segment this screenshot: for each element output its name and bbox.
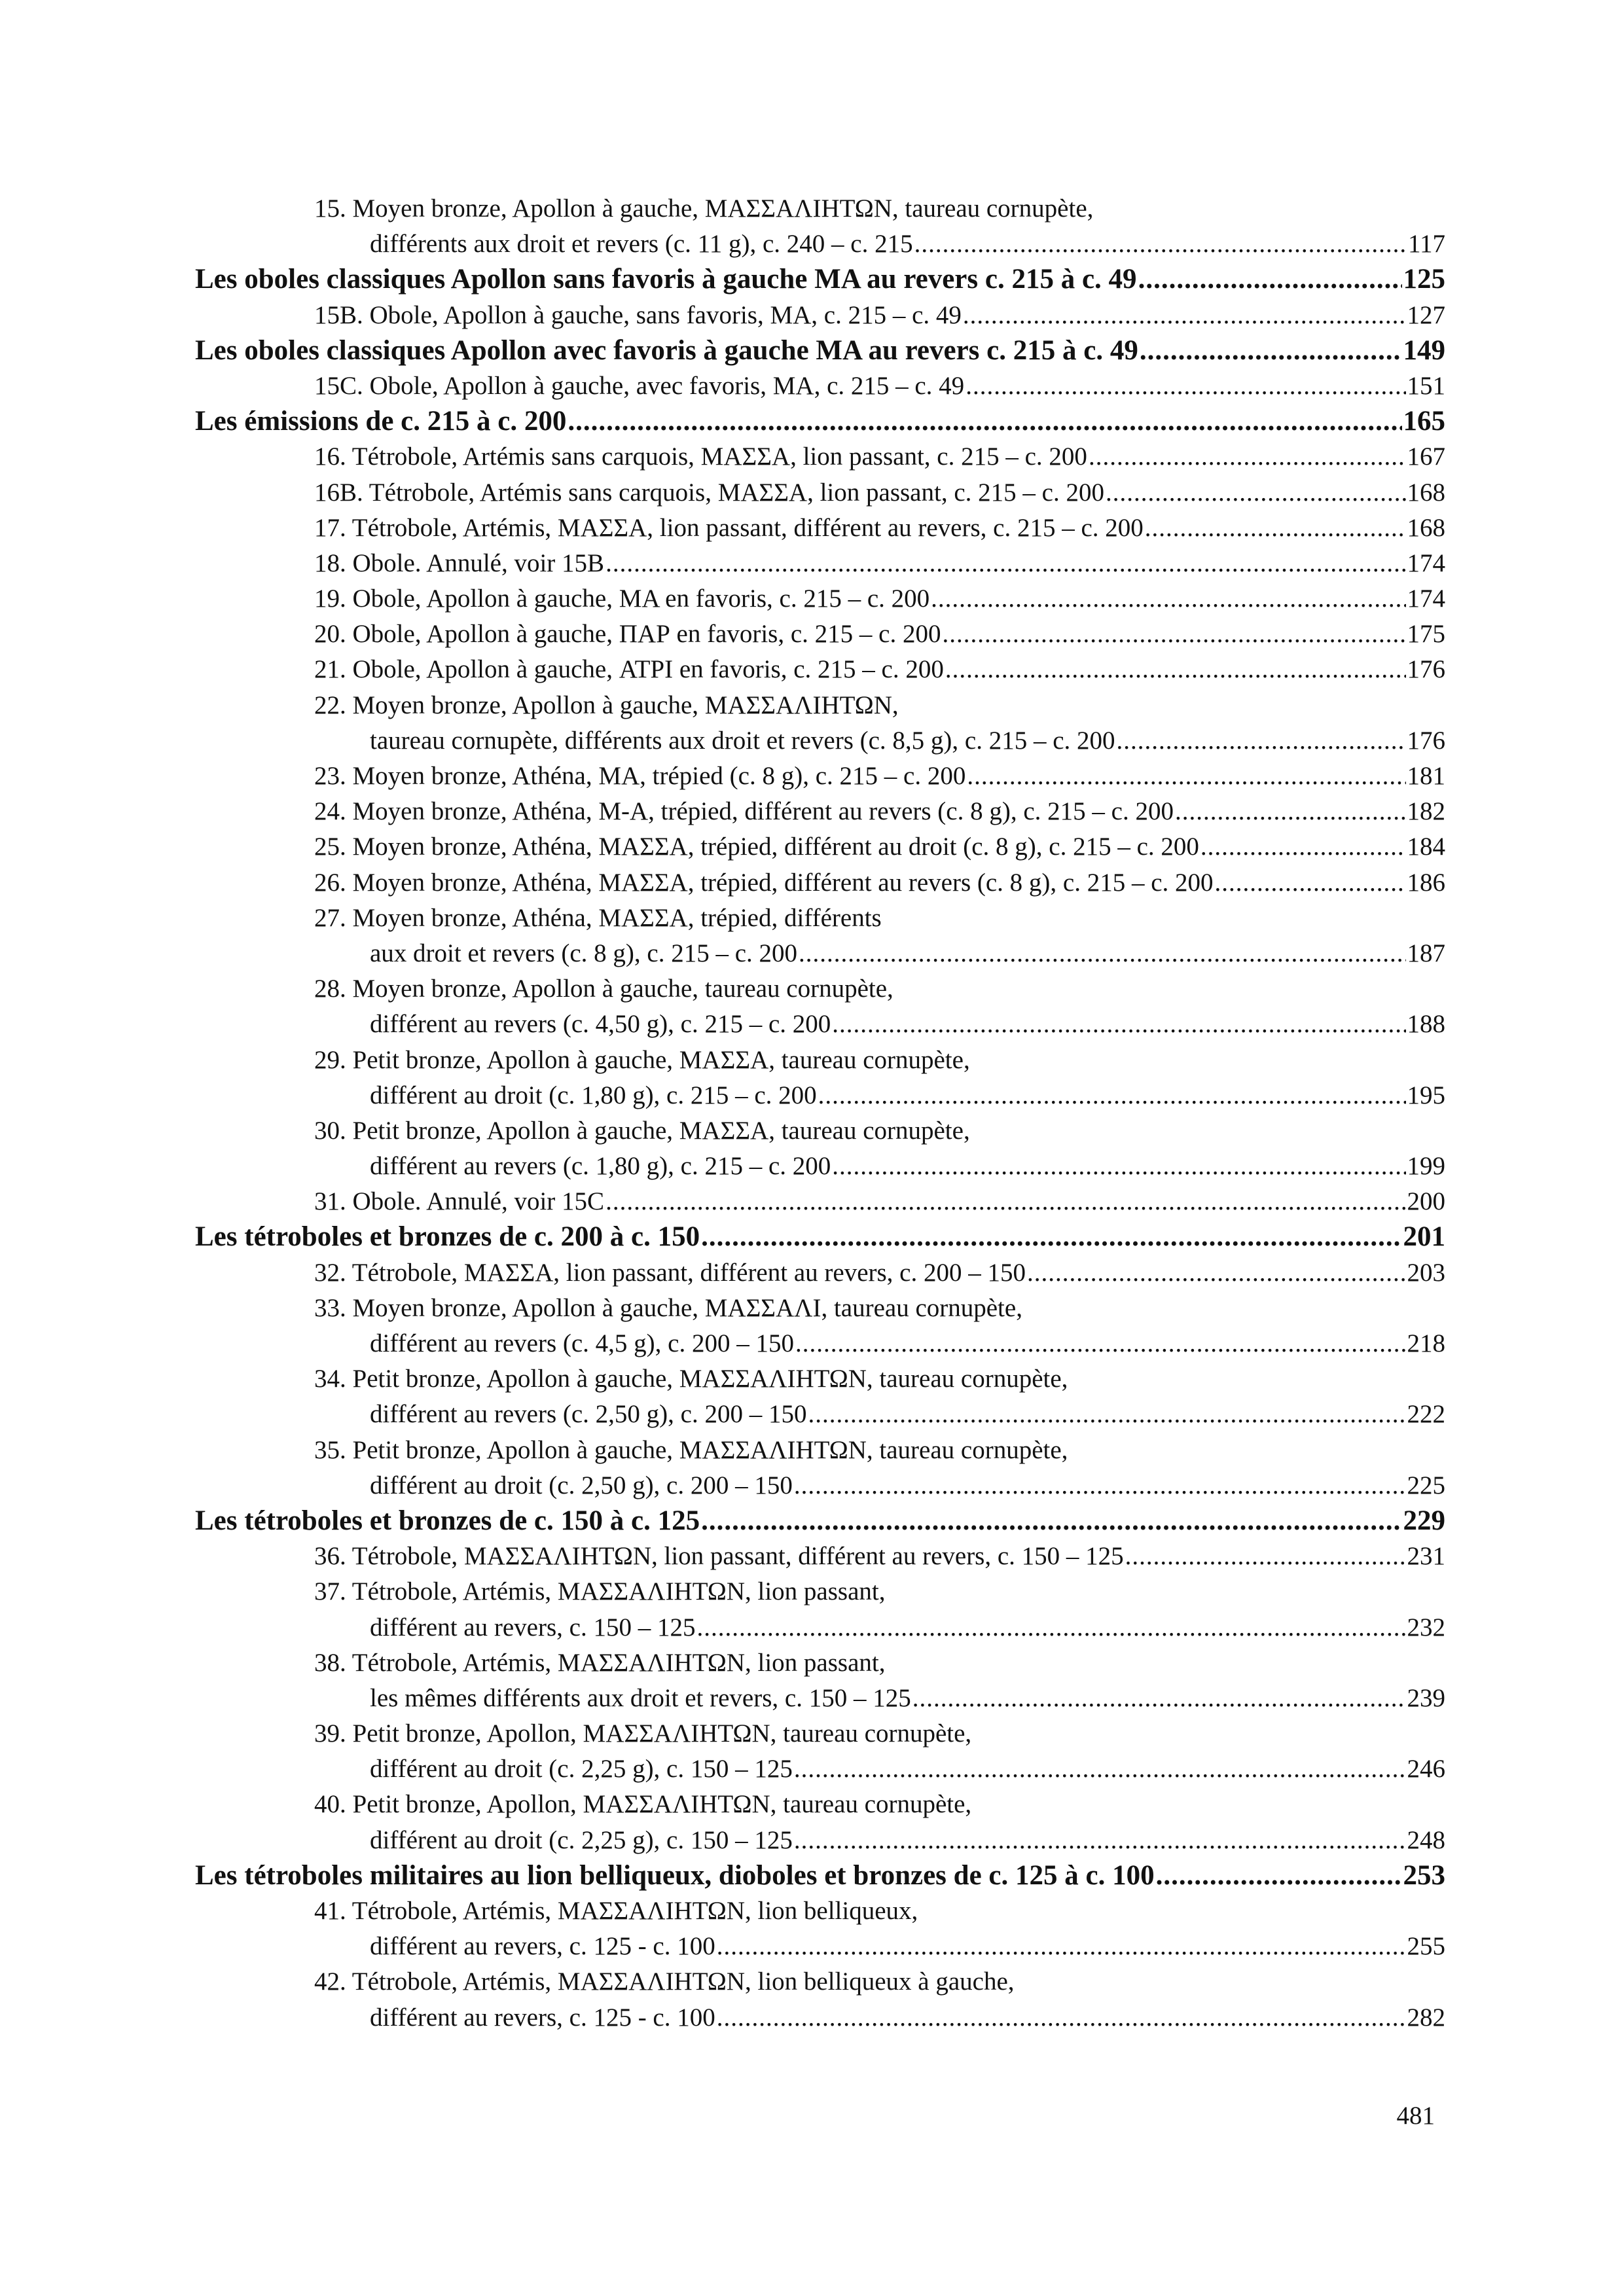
toc-page-number: 149 (1403, 334, 1445, 366)
toc-entry (195, 1893, 1445, 1929)
toc-entry-title: 16. Tétrobole, Artémis sans carquois, ΜΑΣΣΑ, lion passant, c. 215 – c. 200 (314, 442, 1087, 471)
toc-entry-title: 38. Tétrobole, Artémis, ΜΑΣΣΑΛΙΗΤΩΝ, lion passant, (314, 1648, 886, 1677)
toc-entry-title: 22. Moyen bronze, Apollon à gauche, ΜΑΣΣΑΛΙΗΤΩΝ, (314, 691, 899, 719)
toc-entry-title: 19. Obole, Apollon à gauche, MA en favoris, c. 215 – c. 200 (314, 584, 930, 613)
toc-entry (195, 1113, 1445, 1149)
toc-page-number: 203 (1407, 1258, 1445, 1287)
toc-entry-title: 30. Petit bronze, Apollon à gauche, ΜΑΣΣΑ, taureau cornupète, (314, 1116, 970, 1145)
toc-entry (195, 1007, 1445, 1042)
toc-page-number: 151 (1407, 371, 1445, 400)
toc-page-number: 127 (1407, 300, 1445, 329)
toc-page-number: 248 (1407, 1825, 1445, 1854)
toc-entry-title: 40. Petit bronze, Apollon, ΜΑΣΣΑΛΙΗΤΩΝ, taureau cornupète, (314, 1790, 972, 1819)
toc-entry (195, 1255, 1445, 1291)
toc-entry (195, 226, 1445, 262)
toc-entry (195, 723, 1445, 759)
toc-entry-title: différent au revers, c. 125 - c. 100 (370, 2003, 715, 2032)
toc-section-heading (195, 1858, 1445, 1893)
toc-entry (195, 1468, 1445, 1503)
toc-page-number: 239 (1407, 1683, 1445, 1712)
dot-leader (1140, 333, 1402, 368)
toc-entry (195, 546, 1445, 581)
toc-section-heading (195, 1219, 1445, 1255)
toc-page-number: 182 (1407, 797, 1445, 826)
toc-entry (195, 759, 1445, 794)
toc-entry-title: 25. Moyen bronze, Athéna, ΜΑΣΣΑ, trépied, différent au droit (c. 8 g), c. 215 – c. 200 (314, 833, 1199, 861)
toc-page-number: 188 (1407, 1010, 1445, 1039)
dot-leader (1106, 475, 1406, 511)
dot-leader (1117, 723, 1406, 759)
toc-page-number: 117 (1407, 230, 1445, 259)
toc-entry-title: 21. Obole, Apollon à gauche, ΑΤΡΙ en favoris, c. 215 – c. 200 (314, 655, 944, 684)
toc-page-number: 225 (1407, 1471, 1445, 1499)
toc-entry-title: 27. Moyen bronze, Athéna, ΜΑΣΣΑ, trépied, différents (314, 903, 882, 932)
toc-page-number: 199 (1407, 1152, 1445, 1181)
toc-entry (195, 1964, 1445, 2000)
toc-page-number: 187 (1407, 939, 1445, 967)
toc-entry (195, 1078, 1445, 1113)
toc-entry-title: 35. Petit bronze, Apollon à gauche, ΜΑΣΣΑΛΙΗΤΩΝ, taureau cornupète, (314, 1435, 1068, 1464)
toc-entry (195, 865, 1445, 901)
toc-entry-title: 33. Moyen bronze, Apollon à gauche, ΜΑΣΣΑΛΙ, taureau cornupète, (314, 1293, 1022, 1322)
toc-entry-title: différents aux droit et revers (c. 11 g), c. 240 – c. 215 (370, 230, 913, 259)
toc-entry-title: 20. Obole, Apollon à gauche, ΠΑΡ en favoris, c. 215 – c. 200 (314, 620, 941, 649)
toc-page-number: 253 (1403, 1859, 1445, 1891)
toc-page-number: 125 (1403, 264, 1445, 295)
toc-entry (195, 829, 1445, 865)
toc-entry (195, 1751, 1445, 1787)
dot-leader (808, 1397, 1405, 1432)
toc-entry-title: les mêmes différents aux droit et revers, c. 150 – 125 (370, 1683, 911, 1712)
toc-section-heading (195, 333, 1445, 368)
toc-page-number: 168 (1407, 513, 1445, 542)
toc-entry-title: 41. Tétrobole, Artémis, ΜΑΣΣΑΛΙΗΤΩΝ, lion belliqueux, (314, 1897, 918, 1925)
toc-page-number: 168 (1407, 478, 1445, 507)
dot-leader (568, 404, 1401, 439)
dot-leader (701, 1219, 1401, 1255)
toc-entry (195, 1681, 1445, 1716)
toc-entry-title: 17. Tétrobole, Artémis, ΜΑΣΣΑ, lion passant, différent au revers, c. 215 – c. 200 (314, 513, 1144, 542)
toc-entry (195, 475, 1445, 511)
toc-entry (195, 901, 1445, 936)
dot-leader (696, 1610, 1405, 1645)
dot-leader (1200, 829, 1406, 865)
toc-entry (195, 971, 1445, 1007)
toc-entry-title: Les émissions de c. 215 à c. 200 (195, 406, 567, 437)
toc-entry-title: différent au droit (c. 2,25 g), c. 150 – 125 (370, 1755, 793, 1784)
toc-entry-title: 16B. Tétrobole, Artémis sans carquois, ΜΑΣΣΑ, lion passant, c. 215 – c. 200 (314, 478, 1104, 507)
dot-leader (794, 1468, 1406, 1503)
toc-entry-title: 31. Obole. Annulé, voir 15C (314, 1187, 605, 1216)
toc-page-number: 231 (1407, 1542, 1445, 1571)
toc-page-number: 201 (1403, 1221, 1445, 1253)
toc-entry (195, 1361, 1445, 1397)
dot-leader (965, 368, 1405, 404)
dot-leader (1089, 439, 1406, 475)
dot-leader (1156, 1858, 1402, 1893)
toc-entry-title: différent au revers (c. 2,50 g), c. 200 – 150 (370, 1400, 807, 1429)
toc-entry-title: 39. Petit bronze, Apollon, ΜΑΣΣΑΛΙΗΤΩΝ, taureau cornupète, (314, 1719, 972, 1748)
dot-leader (794, 1751, 1406, 1787)
toc-page-number: 255 (1407, 1932, 1445, 1961)
dot-leader (832, 1149, 1405, 1184)
toc-entry-title: 29. Petit bronze, Apollon à gauche, ΜΑΣΣΑ, taureau cornupète, (314, 1045, 970, 1074)
toc-entry (195, 1929, 1445, 1964)
toc-entry-title: 26. Moyen bronze, Athéna, ΜΑΣΣΑ, trépied, différent au revers (c. 8 g), c. 215 – c. 200 (314, 868, 1214, 897)
toc-entry-title: Les tétroboles et bronzes de c. 150 à c. 125 (195, 1505, 700, 1536)
toc-page-number: 175 (1407, 620, 1445, 649)
dot-leader (1175, 794, 1406, 829)
dot-leader (1138, 262, 1402, 297)
dot-leader (605, 1184, 1405, 1219)
toc-page-number: 200 (1407, 1187, 1445, 1216)
dot-leader (795, 1326, 1406, 1361)
toc-entry-title: différent au revers (c. 1,80 g), c. 215 – c. 200 (370, 1152, 831, 1181)
dot-leader (942, 617, 1405, 652)
toc-page-number: 186 (1407, 868, 1445, 897)
toc-entry (195, 794, 1445, 829)
toc-entry (195, 1043, 1445, 1078)
toc-entry (195, 1610, 1445, 1645)
toc-entry-title: Les tétroboles et bronzes de c. 200 à c. 150 (195, 1221, 700, 1253)
dot-leader (1215, 865, 1406, 901)
toc-entry (195, 1291, 1445, 1326)
dot-leader (912, 1681, 1406, 1716)
toc-page-number: 181 (1407, 762, 1445, 790)
toc-section-heading (195, 262, 1445, 297)
dot-leader (1145, 511, 1406, 546)
toc-page-number: 218 (1407, 1329, 1445, 1357)
toc-entry (195, 1539, 1445, 1574)
toc-entry (195, 191, 1445, 226)
toc-entry-title: 34. Petit bronze, Apollon à gauche, ΜΑΣΣΑΛΙΗΤΩΝ, taureau cornupète, (314, 1365, 1068, 1393)
toc-entry-title: différent au revers, c. 125 - c. 100 (370, 1932, 715, 1961)
toc-page-number: 232 (1407, 1613, 1445, 1641)
dot-leader (967, 759, 1405, 794)
dot-leader (818, 1078, 1406, 1113)
dot-leader (832, 1007, 1405, 1042)
toc-entry-title: 37. Tétrobole, Artémis, ΜΑΣΣΑΛΙΗΤΩΝ, lion passant, (314, 1577, 886, 1606)
toc-entry-title: 15C. Obole, Apollon à gauche, avec favoris, MA, c. 215 – c. 49 (314, 371, 965, 400)
toc-entry-title: différent au revers (c. 4,50 g), c. 215 – c. 200 (370, 1010, 831, 1039)
toc-entry (195, 298, 1445, 333)
toc-page-number: 246 (1407, 1755, 1445, 1784)
toc-entry (195, 1149, 1445, 1184)
dot-leader (794, 1823, 1406, 1858)
toc-entry-title: différent au droit (c. 2,25 g), c. 150 – 125 (370, 1825, 793, 1854)
toc-entry-title: différent au revers (c. 4,5 g), c. 200 – 150 (370, 1329, 794, 1357)
toc-section-heading (195, 1503, 1445, 1539)
toc-entry (195, 368, 1445, 404)
toc-entry-title: différent au droit (c. 2,50 g), c. 200 – 150 (370, 1471, 793, 1499)
toc-entry-title: 24. Moyen bronze, Athéna, M-A, trépied, différent au revers (c. 8 g), c. 215 – c. 200 (314, 797, 1174, 826)
toc-entry (195, 1184, 1445, 1219)
toc-entry (195, 1645, 1445, 1681)
toc-page-number: 174 (1407, 584, 1445, 613)
dot-leader (945, 652, 1406, 687)
toc-entry (195, 2000, 1445, 2036)
dot-leader (1027, 1255, 1406, 1291)
toc-entry (195, 617, 1445, 652)
toc-entry (195, 1433, 1445, 1468)
toc-page-number: 222 (1407, 1400, 1445, 1429)
toc-page-number: 167 (1407, 442, 1445, 471)
dot-leader (963, 298, 1406, 333)
toc-entry (195, 688, 1445, 723)
toc-entry-title: différent au droit (c. 1,80 g), c. 215 – c. 200 (370, 1081, 817, 1109)
toc-page-number: 195 (1407, 1081, 1445, 1109)
toc-entry (195, 1397, 1445, 1432)
toc-entry-title: Les tétroboles militaires au lion belliqueux, dioboles et bronzes de c. 125 à c. 100 (195, 1859, 1155, 1891)
toc-entry (195, 1716, 1445, 1751)
toc-entry-title: différent au revers, c. 150 – 125 (370, 1613, 696, 1641)
toc-entry-title: Les oboles classiques Apollon avec favoris à gauche MA au revers c. 215 à c. 49 (195, 334, 1138, 366)
toc-entry-title: 42. Tétrobole, Artémis, ΜΑΣΣΑΛΙΗΤΩΝ, lion belliqueux à gauche, (314, 1967, 1015, 1996)
toc-entry (195, 511, 1445, 546)
dot-leader (914, 226, 1407, 262)
toc-page-number: 229 (1403, 1505, 1445, 1536)
toc-page-number: 174 (1407, 548, 1445, 577)
toc-entry (195, 652, 1445, 687)
toc-page-number: 165 (1403, 406, 1445, 437)
dot-leader (701, 1503, 1401, 1539)
toc-entry-title: aux droit et revers (c. 8 g), c. 215 – c. 200 (370, 939, 798, 967)
toc-page-number: 176 (1407, 655, 1445, 684)
dot-leader (717, 2000, 1406, 2036)
toc-entry-title: 28. Moyen bronze, Apollon à gauche, taureau cornupète, (314, 975, 893, 1003)
table-of-contents (195, 191, 1445, 2036)
toc-entry-title: taureau cornupète, différents aux droit et revers (c. 8,5 g), c. 215 – c. 200 (370, 726, 1115, 755)
toc-entry (195, 936, 1445, 971)
toc-page-number: 184 (1407, 833, 1445, 861)
dot-leader (799, 936, 1405, 971)
toc-section-heading (195, 404, 1445, 439)
page-number: 481 (1396, 2102, 1435, 2130)
toc-entry-title: 18. Obole. Annulé, voir 15B (314, 548, 605, 577)
toc-page-number: 282 (1407, 2003, 1445, 2032)
toc-entry-title: 32. Tétrobole, ΜΑΣΣΑ, lion passant, différent au revers, c. 200 – 150 (314, 1258, 1026, 1287)
toc-entry (195, 1326, 1445, 1361)
toc-page-number: 176 (1407, 726, 1445, 755)
toc-entry-title: 36. Tétrobole, ΜΑΣΣΑΛΙΗΤΩΝ, lion passant, différent au revers, c. 150 – 125 (314, 1542, 1124, 1571)
toc-entry-title: 15B. Obole, Apollon à gauche, sans favoris, MA, c. 215 – c. 49 (314, 300, 962, 329)
toc-entry (195, 1574, 1445, 1609)
toc-entry (195, 1787, 1445, 1822)
toc-entry-title: 23. Moyen bronze, Athéna, MA, trépied (c. 8 g), c. 215 – c. 200 (314, 762, 966, 790)
dot-leader (717, 1929, 1406, 1964)
dot-leader (931, 581, 1405, 617)
toc-entry-title: Les oboles classiques Apollon sans favoris à gauche MA au revers c. 215 à c. 49 (195, 264, 1137, 295)
dot-leader (1125, 1539, 1406, 1574)
toc-entry (195, 581, 1445, 617)
toc-entry (195, 1823, 1445, 1858)
toc-entry (195, 439, 1445, 475)
toc-entry-title: 15. Moyen bronze, Apollon à gauche, ΜΑΣΣΑΛΙΗΤΩΝ, taureau cornupète, (314, 194, 1094, 223)
dot-leader (605, 546, 1405, 581)
